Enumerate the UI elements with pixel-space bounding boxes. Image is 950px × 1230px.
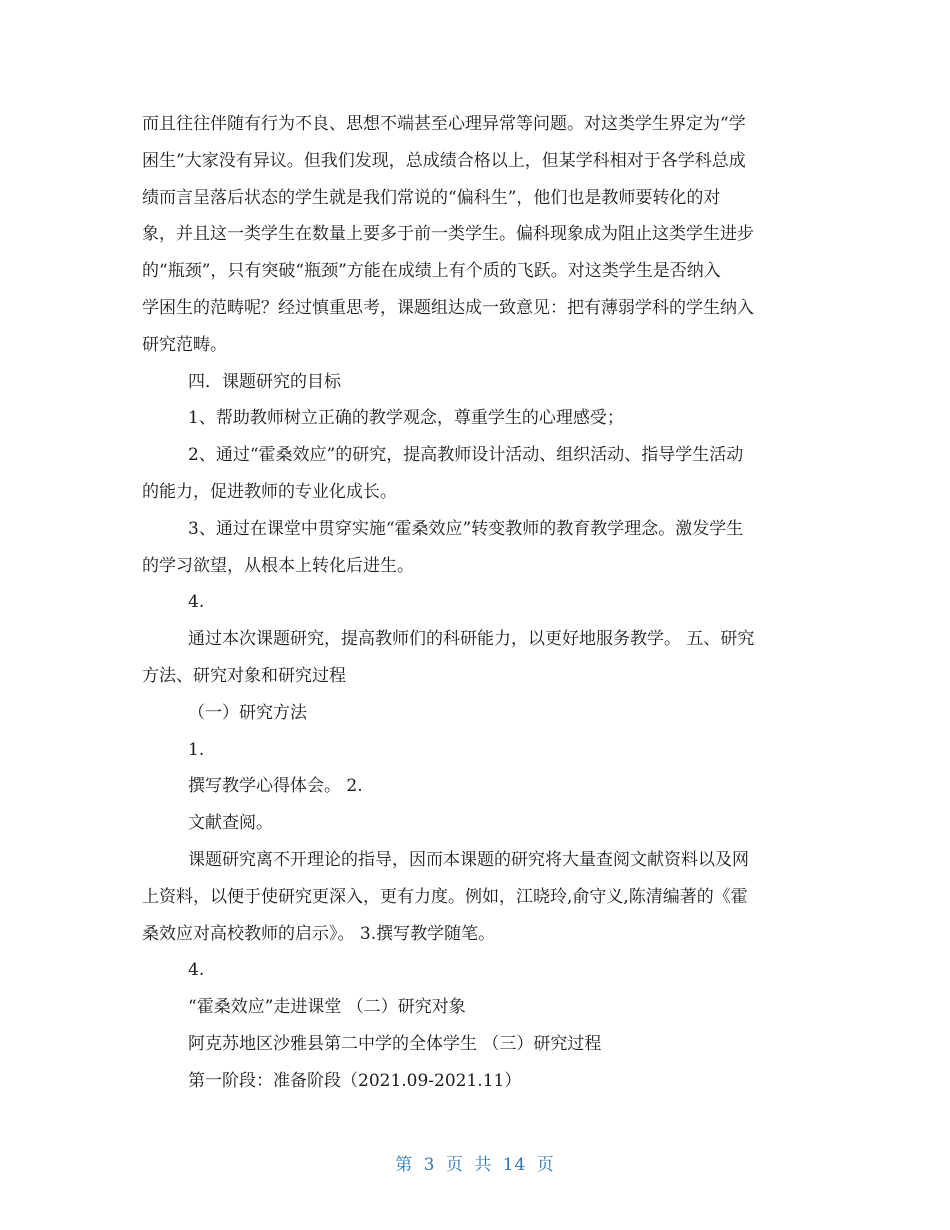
text-line: 1. <box>188 739 205 760</box>
text-line: 阿克苏地区沙雅县第二中学的全体学生 （三）研究过程 <box>188 1033 602 1054</box>
text-line: 3、通过在课堂中贯穿实施“霍桑效应”转变教师的教育教学理念。激发学生 <box>188 518 744 539</box>
document-body <box>142 106 812 1100</box>
current-page-number: 3 <box>423 1155 436 1175</box>
text-line: 4. <box>188 960 205 981</box>
section-heading: 四．课题研究的目标 <box>188 371 341 392</box>
subsection-heading: （一）研究方法 <box>188 702 307 723</box>
text-line: 文献查阅。 <box>188 813 273 834</box>
text-line: 第一阶段：准备阶段（2021.09-2021.11） <box>188 1070 522 1091</box>
text-line: 的能力，促进教师的专业化成长。 <box>142 481 397 502</box>
text-line: 课题研究离不开理论的指导，因而本课题的研究将大量查阅文献资料以及网 <box>188 849 749 870</box>
text-line: 4. <box>188 592 205 613</box>
text-line: 研究范畴。 <box>142 334 227 355</box>
text-line: 困生”大家没有异议。但我们发现，总成绩合格以上，但某学科相对于各学科总成 <box>142 150 746 171</box>
footer-word: 页 <box>445 1155 464 1175</box>
text-line: 上资料，以便于使研究更深入，更有力度。例如，江晓玲,俞守义,陈清编著的《霍 <box>142 886 748 907</box>
text-line: “霍桑效应”走进课堂 （二）研究对象 <box>188 997 466 1018</box>
text-line: 而且往往伴随有行为不良、思想不端甚至心理异常等问题。对这类学生界定为“学 <box>142 114 746 134</box>
page-footer <box>0 1150 950 1175</box>
text-line: 方法、研究对象和研究过程 <box>142 665 346 686</box>
text-line: 2、通过“霍桑效应”的研究，提高教师设计活动、组织活动、指导学生活动 <box>188 445 744 466</box>
text-line: 的学习欲望，从根本上转化后进生。 <box>142 555 414 576</box>
text-line: 的“瓶颈”，只有突破“瓶颈”方能在成绩上有个质的飞跃。对这类学生是否纳入 <box>142 261 721 282</box>
text-line: 象，并且这一类学生在数量上要多于前一类学生。偏科现象成为阻止这类学生进步 <box>142 224 754 245</box>
text-line: 桑效应对高校教师的启示》。 3.撰写教学随笔。 <box>142 923 496 944</box>
footer-word: 第 <box>395 1155 414 1175</box>
text-line: 绩而言呈落后状态的学生就是我们常说的“偏科生”，他们也是教师要转化的对 <box>142 187 721 208</box>
text-line: 通过本次课题研究，提高教师们的科研能力，以更好地服务教学。 五、研究 <box>188 629 755 650</box>
footer-word: 页 <box>536 1155 555 1175</box>
footer-word: 共 <box>474 1155 493 1175</box>
total-page-count: 14 <box>502 1155 527 1175</box>
text-line: 学困生的范畴呢？经过慎重思考，课题组达成一致意见：把有薄弱学科的学生纳入 <box>142 297 754 318</box>
text-line: 1、帮助教师树立正确的教学观念，尊重学生的心理感受； <box>188 408 624 429</box>
text-line: 撰写教学心得体会。 2. <box>188 776 363 797</box>
